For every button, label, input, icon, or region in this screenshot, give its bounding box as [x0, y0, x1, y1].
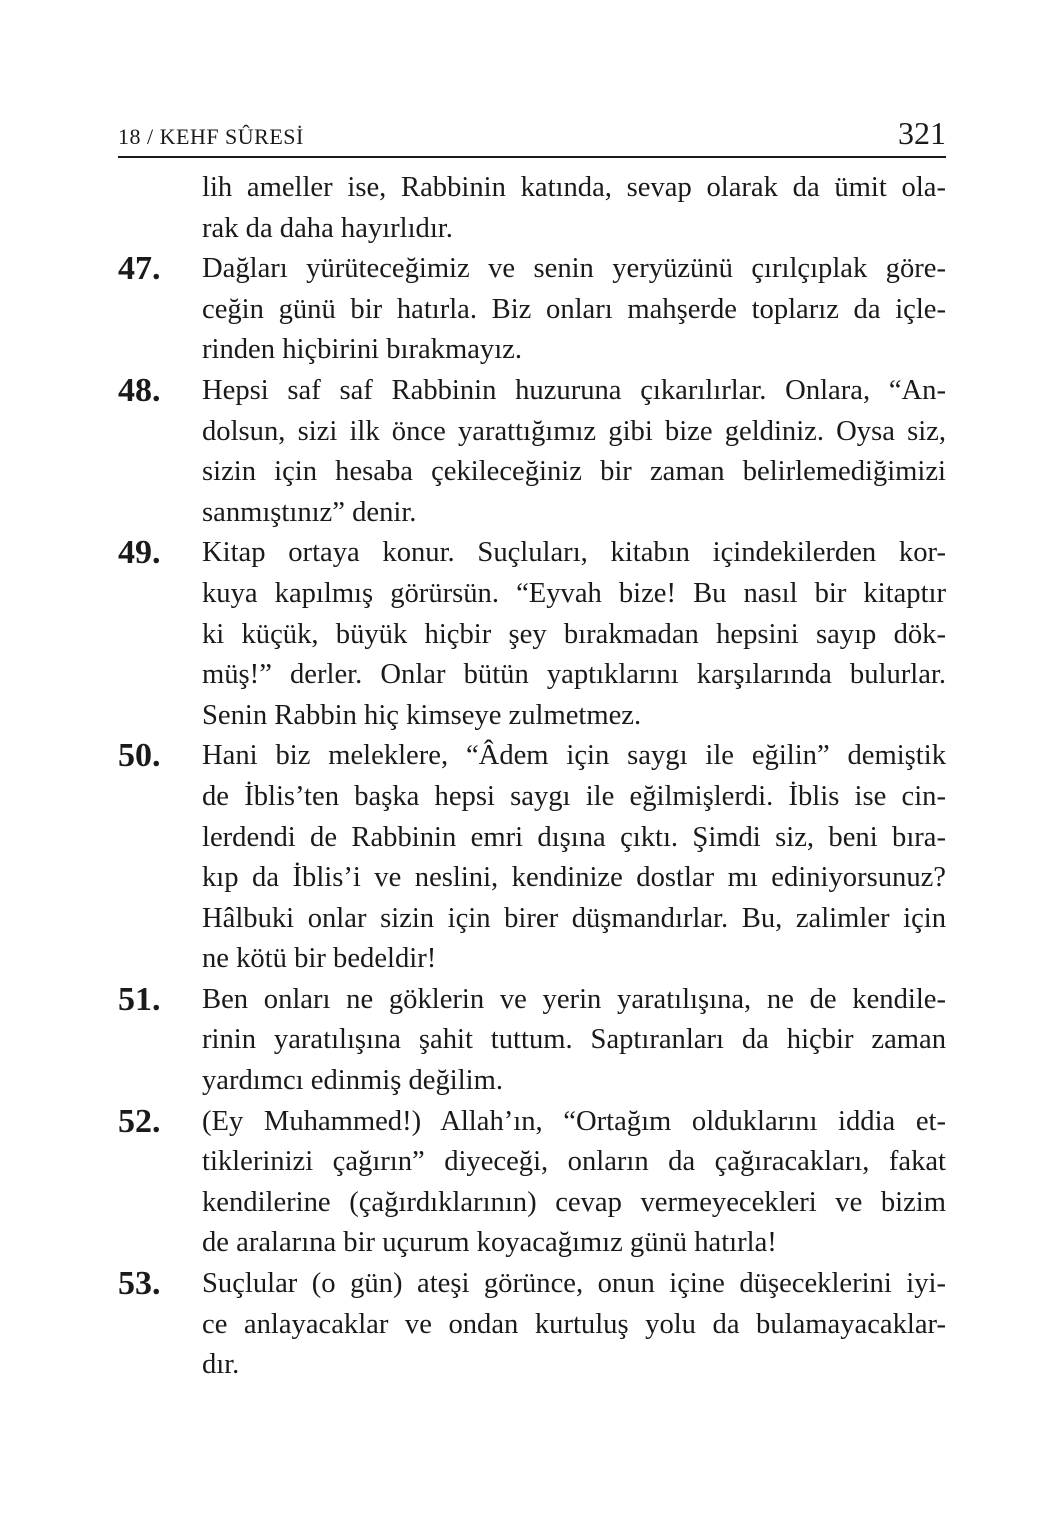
- text-line: Hâlbuki onlar sizin için birer düşmandırlar. Bu, zalimler için: [202, 902, 946, 934]
- text-line: Hepsi saf saf Rabbinin huzuruna çıkarılırlar. Onlara, “An-: [202, 374, 946, 406]
- verse-49: [118, 533, 946, 736]
- text-line: lerdendi de Rabbinin emri dışına çıktı. Şimdi siz, beni bıra-: [202, 821, 946, 853]
- text-line: sizin için hesaba çekileceğiniz bir zaman belirlemediğimizi: [202, 456, 946, 488]
- text-line: ki küçük, büyük hiçbir şey bırakmadan hepsini sayıp dök-: [202, 618, 946, 650]
- page-number: 321: [898, 115, 946, 151]
- text-line: sanmıştınız” denir.: [202, 496, 417, 528]
- verse-47: [118, 249, 946, 371]
- text-line: de İblis’ten başka hepsi saygı ile eğilmişlerdi. İblis ise cin-: [202, 780, 946, 812]
- text-line: Senin Rabbin hiç kimseye zulmetmez.: [202, 699, 642, 731]
- text-line: kıp da İblis’i ve neslini, kendinize dostlar mı ediniyorsunuz?: [202, 862, 946, 894]
- verse-51: [118, 980, 946, 1102]
- text-line: ne kötü bir bedeldir!: [202, 943, 437, 975]
- text-line: dolsun, sizi ilk önce yarattığımız gibi bize geldiniz. Oysa siz,: [202, 415, 946, 447]
- page-body: [118, 168, 946, 1386]
- verse-number: 52.: [118, 1102, 161, 1140]
- verse-number: 47.: [118, 250, 161, 288]
- text-line: müş!” derler. Onlar bütün yaptıklarını karşılarında bulurlar.: [202, 659, 946, 691]
- text-line: rinin yaratılışına şahit tuttum. Saptıranları da hiçbir zaman: [202, 1024, 946, 1056]
- verse-number: 53.: [118, 1265, 161, 1303]
- text-line: Kitap ortaya konur. Suçluları, kitabın içindekilerden kor-: [202, 537, 946, 569]
- verse-48: [118, 371, 946, 533]
- verse-number: 51.: [118, 980, 161, 1018]
- text-line: dır.: [202, 1349, 240, 1381]
- verse-number: 50.: [118, 737, 161, 775]
- text-line: kendilerine (çağırdıklarının) cevap vermeyecekleri ve bizim: [202, 1186, 946, 1218]
- text-line: Ben onları ne göklerin ve yerin yaratılışına, ne de kendile-: [202, 983, 946, 1015]
- text-line: de aralarına bir uçurum koyacağımız günü hatırla!: [202, 1227, 777, 1259]
- text-line: Hani biz meleklere, “Âdem için saygı ile eğilin” demiştik: [202, 740, 946, 772]
- verse-52: [118, 1102, 946, 1264]
- text-line: (Ey Muhammed!) Allah’ın, “Ortağım olduklarını iddia et-: [202, 1105, 946, 1137]
- verse-53: [118, 1264, 946, 1386]
- text-line: Suçlular (o gün) ateşi görünce, onun içine düşeceklerini iyi-: [202, 1268, 946, 1300]
- chapter-title: 18 / KEHF SÛRESİ: [118, 124, 304, 149]
- page: [118, 112, 946, 1386]
- continued-paragraph: [118, 168, 946, 249]
- verse-number: 49.: [118, 534, 161, 572]
- text-line: yardımcı edinmiş değilim.: [202, 1065, 503, 1097]
- text-line: rinden hiçbirini bırakmayız.: [202, 334, 522, 366]
- running-header: [118, 112, 946, 158]
- verse-number: 48.: [118, 371, 161, 409]
- text-line: ce anlayacaklar ve ondan kurtuluş yolu da bulamayacaklar-: [202, 1308, 946, 1340]
- verse-50: [118, 736, 946, 980]
- text-line: kuya kapılmış görürsün. “Eyvah bize! Bu nasıl bir kitaptır: [202, 577, 946, 609]
- text-line: ceğin günü bir hatırla. Biz onları mahşerde toplarız da içle-: [202, 293, 946, 325]
- text-line: tiklerinizi çağırın” diyeceği, onların da çağıracakları, fakat: [202, 1146, 946, 1178]
- text-line: Dağları yürüteceğimiz ve senin yeryüzünü çırılçıplak göre-: [202, 253, 946, 285]
- text-line: rak da daha hayırlıdır.: [202, 212, 453, 244]
- text-line: lih ameller ise, Rabbinin katında, sevap olarak da ümit ola-: [202, 172, 946, 203]
